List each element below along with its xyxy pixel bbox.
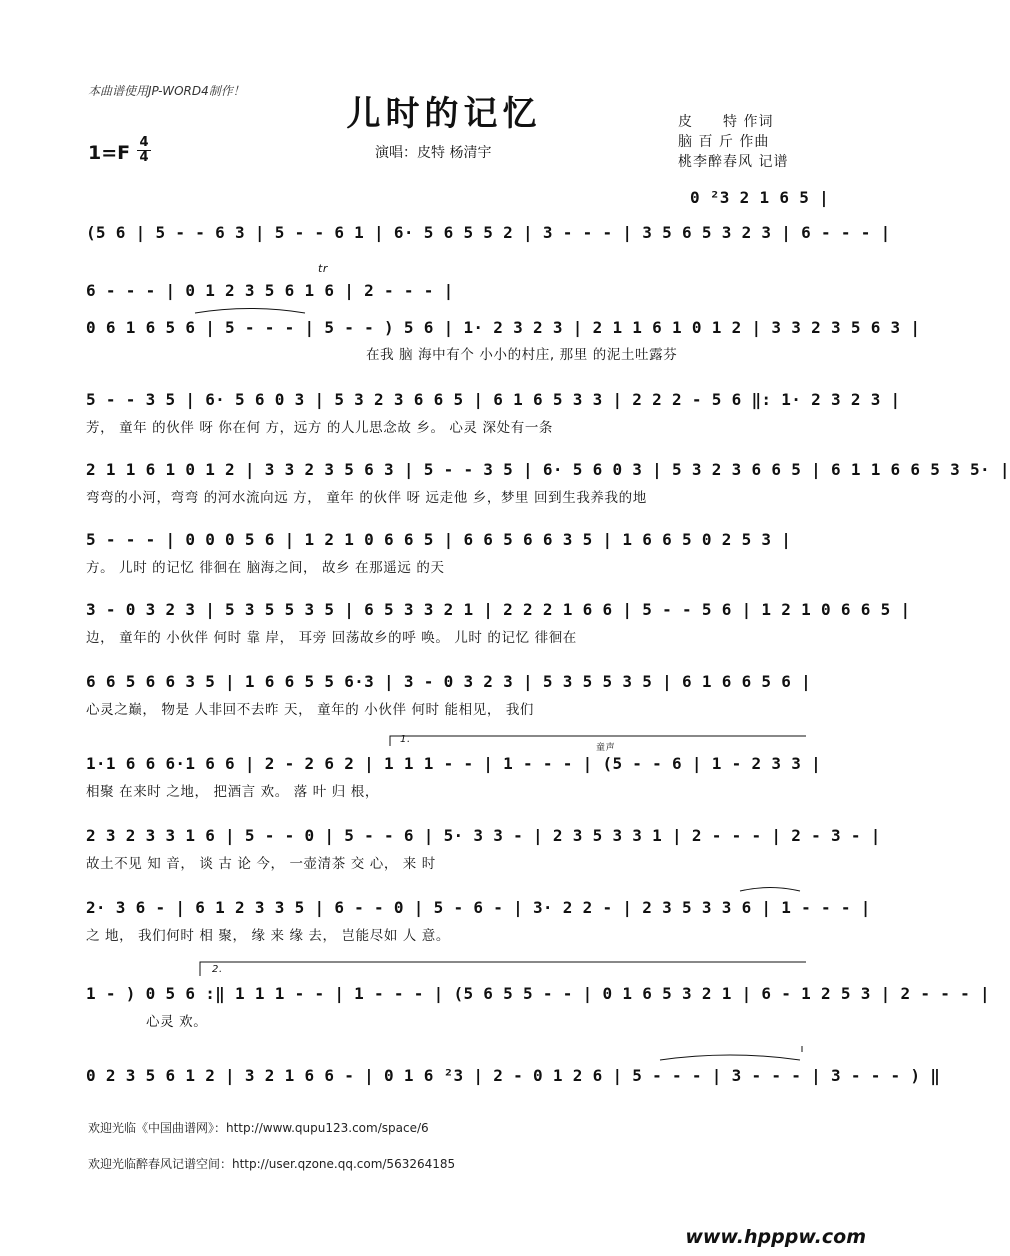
score-row-5-lyrics: 弯弯的小河，弯弯 的河水流向远 方， 童年 的伙伴 呀 远走他 乡，梦里 回到生我养我的地 (86, 490, 647, 506)
time-bottom: 4 (139, 150, 149, 165)
score-row-3-notes: 0 6 1 6 5 6 | 5 - - - | 5 - - ) 5 6 | 1· 2 3 2 3 | 2 1 1 6 1 0 1 2 | 3 3 2 3 5 6 3 | (86, 318, 921, 337)
score-row-10-notes: 2 3 2 3 3 1 6 | 5 - - 0 | 5 - - 6 | 5· 3 3 - | 2 3 5 3 3 1 | 2 - - - | 2 - 3 - | (86, 826, 881, 845)
score-row-3-lyrics: 在我 脑 海中有个 小小的村庄, 那里 的泥土吐露芬 (366, 347, 678, 363)
child-voice-mark: 童声 (596, 743, 616, 753)
watermark: www.hpppw.com (685, 1226, 866, 1248)
score-row-1-notes: (5 6 | 5 - - 6 3 | 5 - - 6 1 | 6· 5 6 5 5 2 | 3 - - - | 3 5 6 5 3 2 3 | 6 - - - | (86, 223, 891, 242)
tie-arc-row13 (660, 1055, 800, 1060)
score-row-6-notes: 5 - - - | 0 0 0 5 6 | 1 2 1 0 6 6 5 | 6 6 5 6 6 3 5 | 1 6 6 5 0 2 5 3 | (86, 530, 792, 549)
volta-2-label: 2. (212, 964, 223, 975)
score-row-12-notes: 1 - ) 0 5 6 :‖ 1 1 1 - - | 1 - - - | (5 6 5 5 - - | 0 1 6 5 3 2 1 | 6 - 1 2 5 3 | 2 - - - | (86, 984, 990, 1003)
song-title: 儿时的记忆 (346, 94, 542, 134)
footer-link-1[interactable]: 欢迎光临《中国曲谱网》：http://www.qupu123.com/space/6 (88, 1121, 429, 1135)
tie-arc-row3 (195, 309, 305, 314)
score-row-7-notes: 3 - 0 3 2 3 | 5 3 5 5 3 5 | 6 5 3 3 2 1 | 2 2 2 1 6 6 | 5 - - 5 6 | 1 2 1 0 6 6 5 | (86, 600, 911, 619)
volta-2-bracket (200, 962, 806, 976)
tie-arc-row11 (740, 888, 800, 892)
score-row-8-lyrics: 心灵之巅， 物是 人非回不去昨 天， 童年的 小伙伴 何时 能相见， 我们 (86, 702, 535, 718)
lyricist-credit: 皮 特 作词 (678, 114, 774, 130)
score-row-11-notes: 2· 3 6 - | 6 1 2 3 3 5 | 6 - - 0 | 5 - 6 - | 3· 2 2 - | 2 3 5 3 3 6 | 1 - - - | (86, 898, 871, 917)
singer-credit: 演唱：皮特 杨清宇 (375, 145, 492, 161)
volta-1-label: 1. (400, 734, 411, 745)
score-row-2-notes: 6 - - - | 0 1 2 3 5 6 1 6 | 2 - - - | (86, 281, 454, 300)
score-row-6-lyrics: 方。 儿时 的记忆 徘徊在 脑海之间， 故乡 在那遥远 的天 (86, 560, 445, 576)
key-signature: 1=F (88, 142, 131, 164)
score-row-4-lyrics: 芳， 童年 的伙伴 呀 你在何 方，远方 的人儿思念故 乡。 心灵 深处有一条 (86, 420, 554, 436)
score-row-7-lyrics: 边， 童年的 小伙伴 何时 靠 岸， 耳旁 回荡故乡的呼 唤。 儿时 的记忆 徘徊在 (86, 630, 577, 646)
score-row-8-notes: 6 6 5 6 6 3 5 | 1 6 6 5 5 6·3 | 3 - 0 3 2 3 | 5 3 5 5 3 5 | 6 1 6 6 5 6 | (86, 672, 812, 691)
trill-mark: tr (318, 262, 329, 275)
volta-1-bracket (390, 736, 806, 746)
score-row-11-lyrics: 之 地， 我们何时 相 聚， 缘 来 缘 去， 岂能尽如 人 意。 (86, 928, 451, 944)
score-row-5-notes: 2 1 1 6 1 0 1 2 | 3 3 2 3 5 6 3 | 5 - - 3 5 | 6· 5 6 0 3 | 5 3 2 3 6 6 5 | 6 1 1 6 6 5 3 5· | (86, 460, 1010, 479)
score-row-4-notes: 5 - - 3 5 | 6· 5 6 0 3 | 5 3 2 3 6 6 5 | 6 1 6 5 3 3 | 2 2 2 - 5 6 ‖: 1· 2 3 2 3 | (86, 390, 901, 409)
software-note: 本曲谱使用JP-WORD4制作！ (88, 84, 245, 98)
score-row-9-lyrics: 相聚 在来时 之地， 把酒言 欢。 落 叶 归 根， (86, 784, 379, 800)
transcriber-credit: 桃李醉春风 记谱 (678, 154, 789, 170)
score-row-12-lyrics: 心灵 欢。 (146, 1014, 208, 1030)
score-row-13-notes: 0 2 3 5 6 1 2 | 3 2 1 6 6 - | 0 1 6 ²3 | 2 - 0 1 2 6 | 5 - - - | 3 - - - | 3 - - - ) ‖ (86, 1066, 941, 1085)
composer-credit: 脑 百 斤 作曲 (678, 134, 770, 150)
pickup-measure: 0 ²3 2 1 6 5 | (690, 188, 830, 207)
score-row-10-lyrics: 故土不见 知 音， 谈 古 论 今， 一壶清茶 交 心， 来 时 (86, 856, 436, 872)
footer-link-2[interactable]: 欢迎光临醉春风记谱空间：http://user.qzone.qq.com/563264185 (88, 1157, 456, 1171)
score-row-9-notes: 1·1 6 6 6·1 6 6 | 2 - 2 6 2 | 1 1 1 - - | 1 - - - | (5 - - 6 | 1 - 2 3 3 | (86, 754, 822, 773)
time-top: 4 (139, 135, 149, 150)
